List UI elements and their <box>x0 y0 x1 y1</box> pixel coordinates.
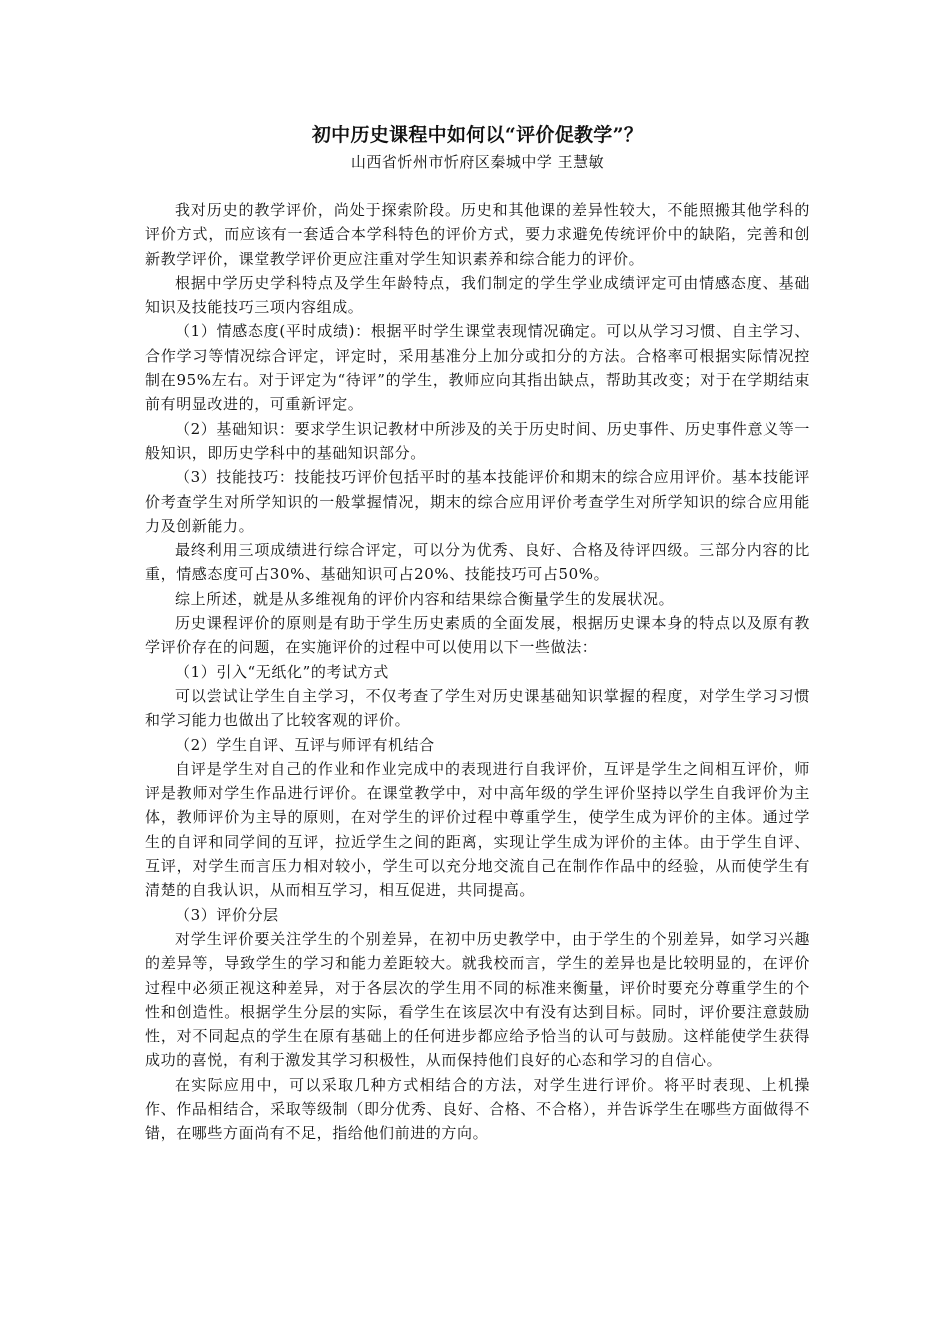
paragraph: 历史课程评价的原则是有助于学生历史素质的全面发展，根据历史课本身的特点以及原有教学评价存在的问题，在实施评价的过程中可以使用以下一些做法： <box>145 614 810 657</box>
paragraph: 可以尝试让学生自主学习，不仅考查了学生对历史课基础知识掌握的程度，对学生学习习惯和学习能力也做出了比较客观的评价。 <box>145 686 810 730</box>
paragraph: 在实际应用中，可以采取几种方式相结合的方法，对学生进行评价。将平时表现、上机操作、作品相结合，采取等级制（即分优秀、良好、合格、不合格），并告诉学生在哪些方面做得不错，在哪些方面尚有不足，指给他们前进的方向。 <box>145 1075 810 1143</box>
document-page <box>145 120 810 1146</box>
section-heading: （2）学生自评、互评与师评有机结合 <box>175 735 435 754</box>
paragraph: 对学生评价要关注学生的个别差异，在初中历史教学中，由于学生的个别差异，如学习兴趣的差异等，导致学生的学习和能力差距较大。就我校而言，学生的差异也是比较明显的，在评价过程中必须正视这种差异，对于各层次的学生用不同的标准来衡量，评价时要充分尊重学生的个性和创造性。根据学生分层的实际，看学生在该层次中有没有达到目标。同时，评价要注意鼓励性，对不同起点的学生在原有基础上的任何进步都应给予恰当的认可与鼓励。这样能使学生获得成功的喜悦，有利于激发其学习积极性，从而保持他们良好的心态和学习的自信心。 <box>145 929 810 1070</box>
paragraph: （2）基础知识：要求学生识记教材中所涉及的关于历史时间、历史事件、历史事件意义等一般知识，即历史学科中的基础知识部分。 <box>145 419 810 462</box>
paragraph: 最终利用三项成绩进行综合评定，可以分为优秀、良好、合格及待评四级。三部分内容的比重，情感态度可占30%、基础知识可占20%、技能技巧可占50%。 <box>145 541 810 584</box>
document-title: 初中历史课程中如何以“评价促教学”？ <box>311 124 644 146</box>
paragraph: （1）情感态度(平时成绩)：根据平时学生课堂表现情况确定。可以从学习习惯、自主学习、合作学习等情况综合评定，评定时，采用基准分上加分或扣分的方法。合格率可根据实际情况控制在95%左右。对于评定为“待评”的学生，教师应向其指出缺点，帮助其改变；对于在学期结束前有明显改进的，可重新评定。 <box>145 322 810 414</box>
paragraph: 根据中学历史学科特点及学生年龄特点，我们制定的学生学业成绩评定可由情感态度、基础知识及技能技巧三项内容组成。 <box>145 273 810 317</box>
section-heading: （1）引入“无纸化”的考试方式 <box>175 662 389 681</box>
paragraph: 自评是学生对自己的作业和作业完成中的表现进行自我评价，互评是学生之间相互评价，师评是教师对学生作品进行评价。在课堂教学中，对中高年级的学生评价坚持以学生自我评价为主体，教师评价为主导的原则，在对学生的评价过程中尊重学生，使学生成为评价的主体。通过学生的自评和同学间的互评，拉近学生之间的距离，实现让学生成为评价的主体。由于学生自评、互评，对学生而言压力相对较小，学生可以充分地交流自己在制作作品中的经验，从而使学生有清楚的自我认识，从而相互学习，相互促进，共同提高。 <box>145 759 810 900</box>
section-heading: （3）评价分层 <box>175 905 279 924</box>
document-body <box>145 198 810 1146</box>
paragraph: 我对历史的教学评价，尚处于探索阶段。历史和其他课的差异性较大，不能照搬其他学科的评价方式，而应该有一套适合本学科特色的评价方式，要力求避免传统评价中的缺陷，完善和创新教学评价，课堂教学评价更应注重对学生知识素养和综合能力的评价。 <box>145 201 810 268</box>
paragraph: （3）技能技巧：技能技巧评价包括平时的基本技能评价和期末的综合应用评价。基本技能评价考查学生对所学知识的一般掌握情况，期末的综合应用评价考查学生对所学知识的综合应用能力及创新能力。 <box>145 468 810 535</box>
document-author: 山西省忻州市忻府区秦城中学 王慧敏 <box>350 153 605 171</box>
paragraph: 综上所述，就是从多维视角的评价内容和结果综合衡量学生的发展状况。 <box>175 589 675 608</box>
